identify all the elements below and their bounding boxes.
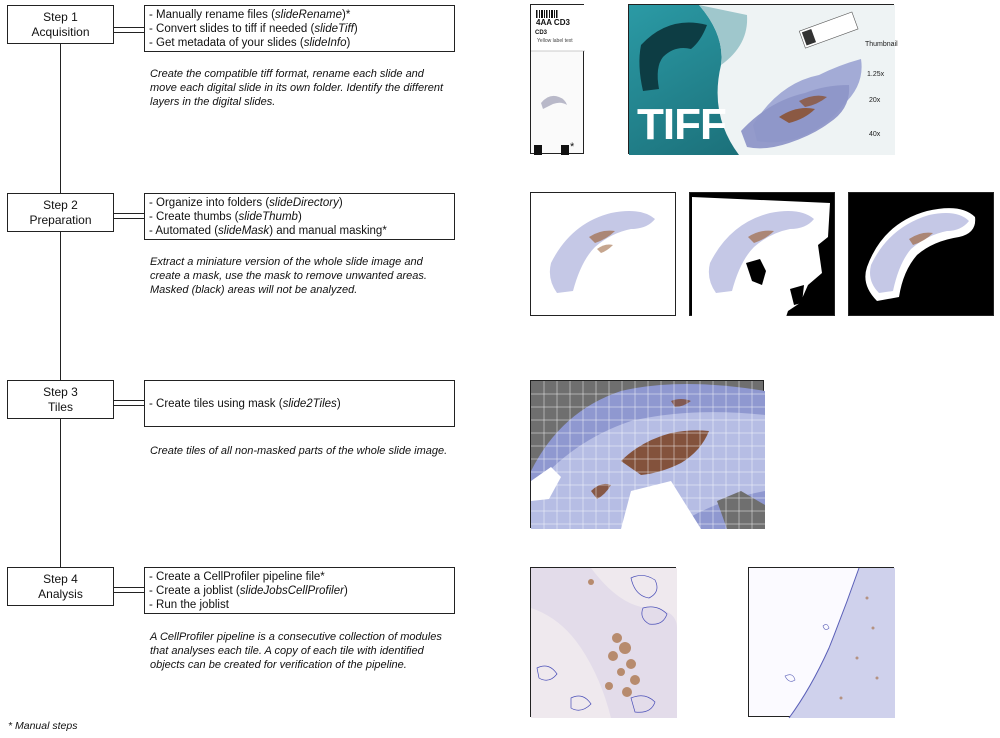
slide-label-stain: CD3 <box>535 30 548 36</box>
step-2-connector <box>114 213 144 219</box>
step-2-title: Step 2 <box>43 197 78 212</box>
step-1-title: Step 1 <box>43 9 78 24</box>
timeline-line <box>60 44 61 568</box>
step-2-task-1: - Organize into folders (slideDirectory) <box>149 197 343 209</box>
step-1-description: Create the compatible tiff format, rename each slide and move each digital slide in its own folder. Identify the different layers in the digital slides. <box>150 68 444 108</box>
step-4-task-2: - Create a joblist (slideJobsCellProfiler) <box>149 585 348 597</box>
step-2-box <box>7 193 114 232</box>
step-3-title: Step 3 <box>43 384 78 399</box>
step-1-subtitle: Acquisition <box>31 24 90 39</box>
step-4-description: A CellProfiler pipeline is a consecutive collection of modules that analyses each tile. A copy of each tile with identified objects can be created for verification of the pipeline. <box>150 631 442 671</box>
slide-label-code: 4AA CD3 <box>536 18 570 27</box>
step-2-task-3: - Automated (slideMask) and manual masking* <box>149 225 387 237</box>
tiff-text: TIFF <box>637 100 726 149</box>
slide-label-asterisk: * <box>570 141 575 153</box>
step-1-connector <box>114 27 144 33</box>
layer-label-thumbnail: Thumbnail <box>865 41 898 48</box>
step-4-tasks <box>144 567 455 614</box>
step-1-box <box>7 5 114 44</box>
thumbnail-image <box>530 192 676 316</box>
tiles-grid-image <box>530 380 764 528</box>
step-2-tasks <box>144 193 455 240</box>
layer-label-20x: 20x <box>869 97 881 104</box>
step-4-title: Step 4 <box>43 571 78 586</box>
glass-slide-image <box>530 4 584 154</box>
step-4-box <box>7 567 114 606</box>
final-mask-image <box>848 192 994 316</box>
step-3-task-1: - Create tiles using mask (slide2Tiles) <box>149 397 341 410</box>
analysis-tile-image <box>748 567 894 717</box>
step-3-box <box>7 380 114 419</box>
step-3-subtitle: Tiles <box>48 399 73 414</box>
step-4-task-3: - Run the joblist <box>149 599 229 611</box>
step-4-subtitle: Analysis <box>38 586 83 601</box>
step-4-task-1: - Create a CellProfiler pipeline file* <box>149 571 325 583</box>
tiff-layers-image <box>628 4 898 154</box>
svg-text:Yellow label text: Yellow label text <box>537 38 573 44</box>
step-1-tasks <box>144 5 455 52</box>
step-3-connector <box>114 400 144 406</box>
layer-label-1-25x: 1.25x <box>867 71 885 78</box>
layer-label-40x: 40x <box>869 131 881 138</box>
footnote: * Manual steps <box>8 720 78 732</box>
step-1-task-2: - Convert slides to tiff if needed (slideTiff) <box>149 23 358 35</box>
step-4-connector <box>114 587 144 593</box>
partial-mask-image <box>689 192 835 316</box>
step-2-subtitle: Preparation <box>29 212 92 227</box>
step-3-tasks <box>144 380 455 427</box>
analysis-tile-objects-image <box>530 567 676 717</box>
step-3-description: Create tiles of all non-masked parts of the whole slide image. <box>150 445 448 457</box>
step-2-description: Extract a miniature version of the whole slide image and create a mask, use the mask to remove unwanted areas. Masked (black) areas will not be analyzed. <box>150 256 427 296</box>
step-1-task-3: - Get metadata of your slides (slideInfo) <box>149 37 351 49</box>
step-2-task-2: - Create thumbs (slideThumb) <box>149 211 302 223</box>
step-1-task-1: - Manually rename files (slideRename)* <box>149 9 351 21</box>
